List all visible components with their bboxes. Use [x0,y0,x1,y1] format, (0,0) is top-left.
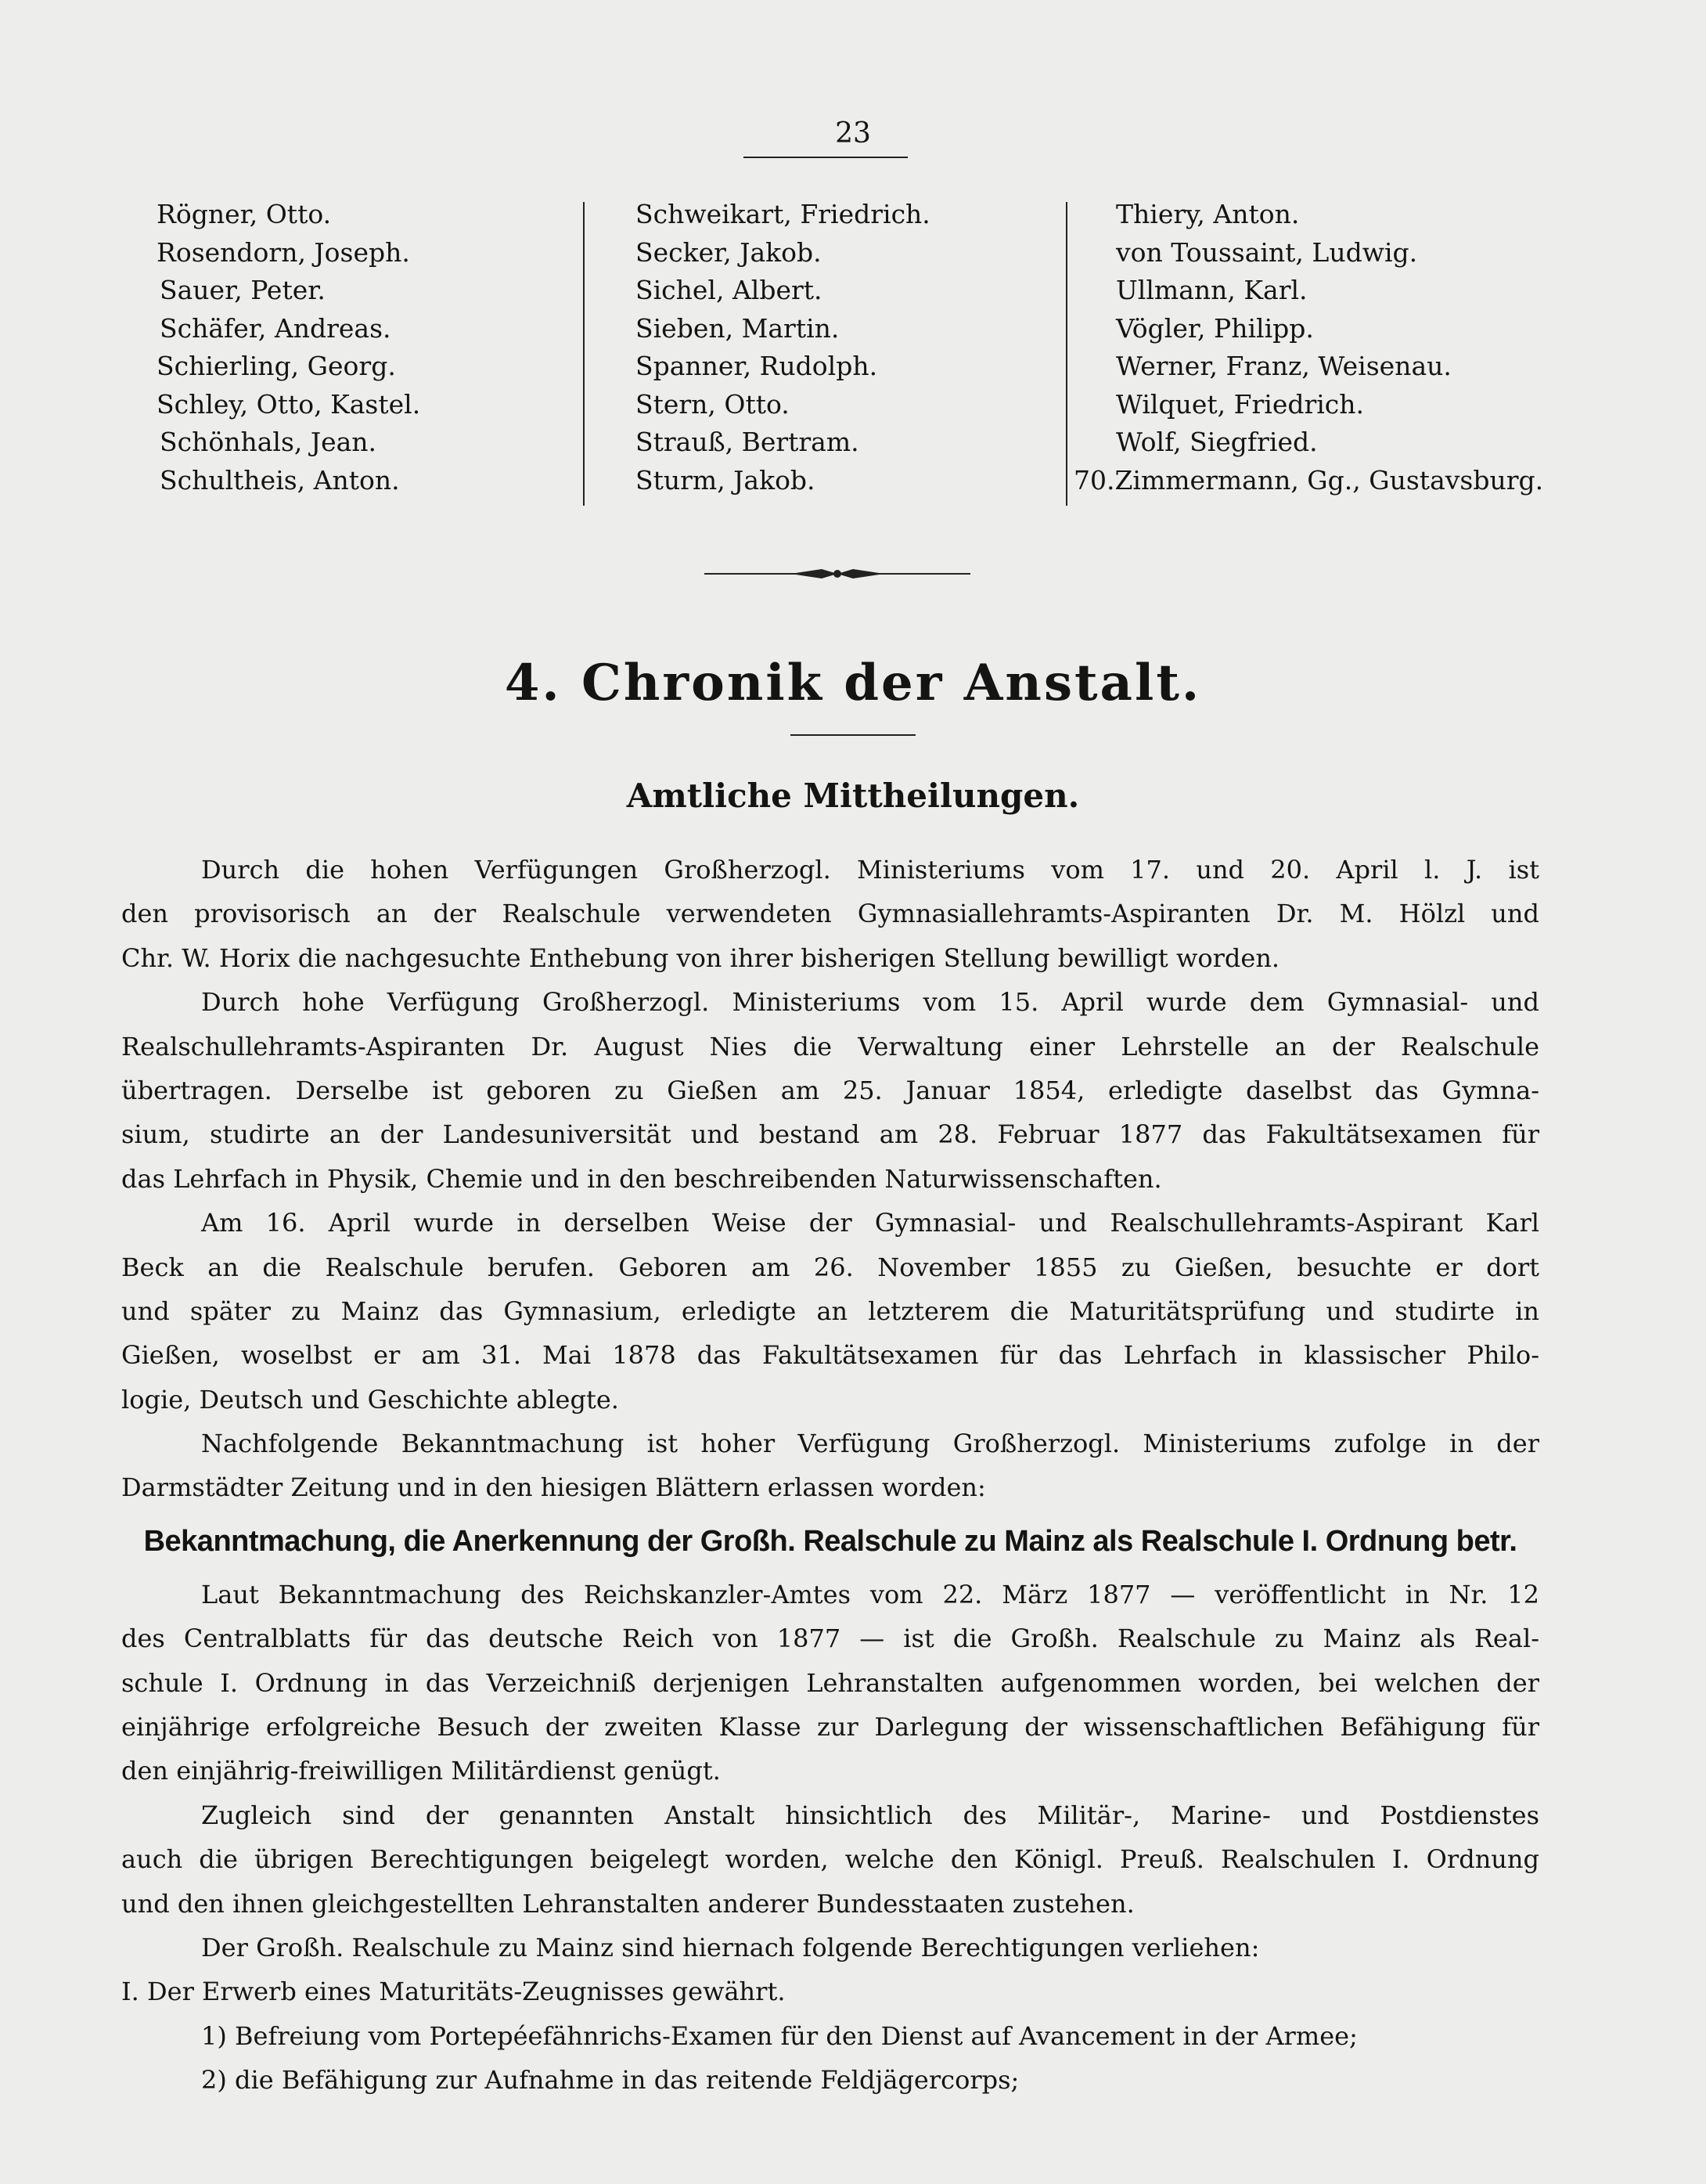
column-divider [583,202,585,506]
name-entry: Sauer, Peter. [160,275,326,305]
text-line: Chr. W. Horix die nachgesuchte Enthebung von ihrer bisherigen Stellung bewilligt worden. [121,942,1280,973]
name-entry: Thiery, Anton. [1116,199,1300,229]
text-line: logie, Deutsch und Geschichte ablegte. [121,1384,619,1415]
name-entry: Vögler, Philipp. [1116,312,1314,344]
list-heading: I. Der Erwerb eines Maturitäts-Zeugnisses gewährt. [121,1977,786,2007]
names-column-1 [157,196,579,509]
list-item: 1) Befreiung vom Portepéefähnrichs-Examen für den Dienst auf Avancement in der Armee; [201,2020,1358,2051]
text-line: Nachfolgende Bekanntmachung ist hoher Verfügung Großherzogl. Ministeriums zufolge in der [201,1429,1539,1459]
text-line: Darmstädter Zeitung und in den hiesigen Blättern erlassen worden: [121,1472,986,1503]
name-entry: 70.Zimmermann, Gg., Gustavsburg. [1074,464,1544,496]
name-entry: Sichel, Albert. [635,275,822,305]
name-entry: Spanner, Rudolph. [635,351,878,381]
text-line: Am 16. April wurde in derselben Weise der Gymnasial- und Realschullehramts-Aspirant Karl [201,1208,1539,1238]
name-entry: Wolf, Siegfried. [1116,427,1318,457]
body-text [121,848,1539,2103]
names-table [0,196,1706,509]
text-line: sium, studirte an der Landesuniversität und bestand am 28. Februar 1877 das Fakultätsexamen für [121,1119,1539,1150]
text-line: des Centralblatts für das deutsche Reich von 1877 — ist die Großh. Realschule zu Mainz als Real- [121,1624,1539,1654]
name-entry: Ullmann, Karl. [1116,275,1308,305]
bekanntmachung-heading: Bekanntmachung, die Anerkennung der Großh. Realschule zu Mainz als Realschule I. Ordnung betr. [143,1524,1517,1558]
names-column-2 [635,196,1058,509]
name-entry: Schönhals, Jean. [160,427,377,457]
name-entry: Stern, Otto. [635,388,790,420]
column-divider [1066,202,1067,506]
name-entry: Wilquet, Friedrich. [1116,388,1365,420]
name-entry: Schultheis, Anton. [160,464,400,496]
name-entry: Rosendorn, Joseph. [157,236,410,268]
list-item: 2) die Befähigung zur Aufnahme in das reitende Feldjägercorps; [201,2065,1020,2096]
text-line: das Lehrfach in Physik, Chemie und in den beschreibenden Naturwissenschaften. [121,1163,1162,1194]
name-entry: von Toussaint, Ludwig. [1116,236,1418,268]
section-heading: Amtliche Mittheilungen. [626,777,1080,815]
text-line: und den ihnen gleichgestellten Lehranstalten anderer Bundesstaaten zustehen. [121,1888,1135,1919]
name-entry: Secker, Jakob. [635,236,822,268]
text-line: Der Großh. Realschule zu Mainz sind hiernach folgende Berechtigungen verliehen: [201,1932,1260,1962]
name-entry: Sieben, Martin. [635,312,840,344]
text-line: den provisorisch an der Realschule verwendeten Gymnasiallehramts-Aspiranten Dr. M. Hölzl und [121,899,1539,929]
chapter-rule [790,734,916,736]
page-number: 23 [835,117,871,150]
text-line: Durch hohe Verfügung Großherzogl. Ministeriums vom 15. April wurde dem Gymnasial- und [201,987,1539,1018]
text-line: schule I. Ordnung in das Verzeichniß derjenigen Lehranstalten aufgenommen worden, bei welchen der [121,1667,1539,1698]
name-entry: Schierling, Georg. [157,351,396,381]
text-line: und später zu Mainz das Gymnasium, erledigte an letzterem die Maturitätsprüfung und studirte in [121,1296,1539,1326]
chapter-title: 4. Chronik der Anstalt. [504,654,1202,712]
text-line: Realschullehramts-Aspiranten Dr. August Nies die Verwaltung einer Lehrstelle an der Realschule [121,1031,1539,1061]
ornament-divider [704,562,970,586]
name-entry: Werner, Franz, Weisenau. [1116,351,1452,381]
name-entry: Schley, Otto, Kastel. [157,388,421,420]
name-entry: Schweikart, Friedrich. [635,199,930,229]
name-entry: Schäfer, Andreas. [160,312,391,344]
text-line: einjährige erfolgreiche Besuch der zweiten Klasse zur Darlegung der wissenschaftlichen Befähigung für [121,1712,1539,1743]
text-line: den einjährig-freiwilligen Militärdienst genügt. [121,1756,721,1786]
text-line: übertragen. Derselbe ist geboren zu Gießen am 25. Januar 1854, erledigte daselbst das Gymna- [121,1075,1539,1105]
text-line: Durch die hohen Verfügungen Großherzogl. Ministeriums vom 17. und 20. April l. J. ist [201,855,1539,885]
text-line: Beck an die Realschule berufen. Geboren am 26. November 1855 zu Gießen, besuchte er dort [121,1252,1539,1282]
name-entry: Sturm, Jakob. [635,464,815,496]
text-line: Gießen, woselbst er am 31. Mai 1878 das Fakultätsexamen für das Lehrfach in klassischer Philo- [121,1340,1539,1371]
names-column-3 [1074,196,1559,509]
name-entry: Strauß, Bertram. [635,427,859,457]
text-line: auch die übrigen Berechtigungen beigelegt worden, welche den Königl. Preuß. Realschulen I. Ordnung [121,1844,1539,1875]
page-number-rule [743,157,908,158]
name-entry: Rögner, Otto. [157,199,332,229]
text-line: Laut Bekanntmachung des Reichskanzler-Amtes vom 22. März 1877 — veröffentlicht in Nr. 12 [201,1579,1539,1609]
text-line: Zugleich sind der genannten Anstalt hinsichtlich des Militär-, Marine- und Postdienstes [201,1800,1539,1830]
